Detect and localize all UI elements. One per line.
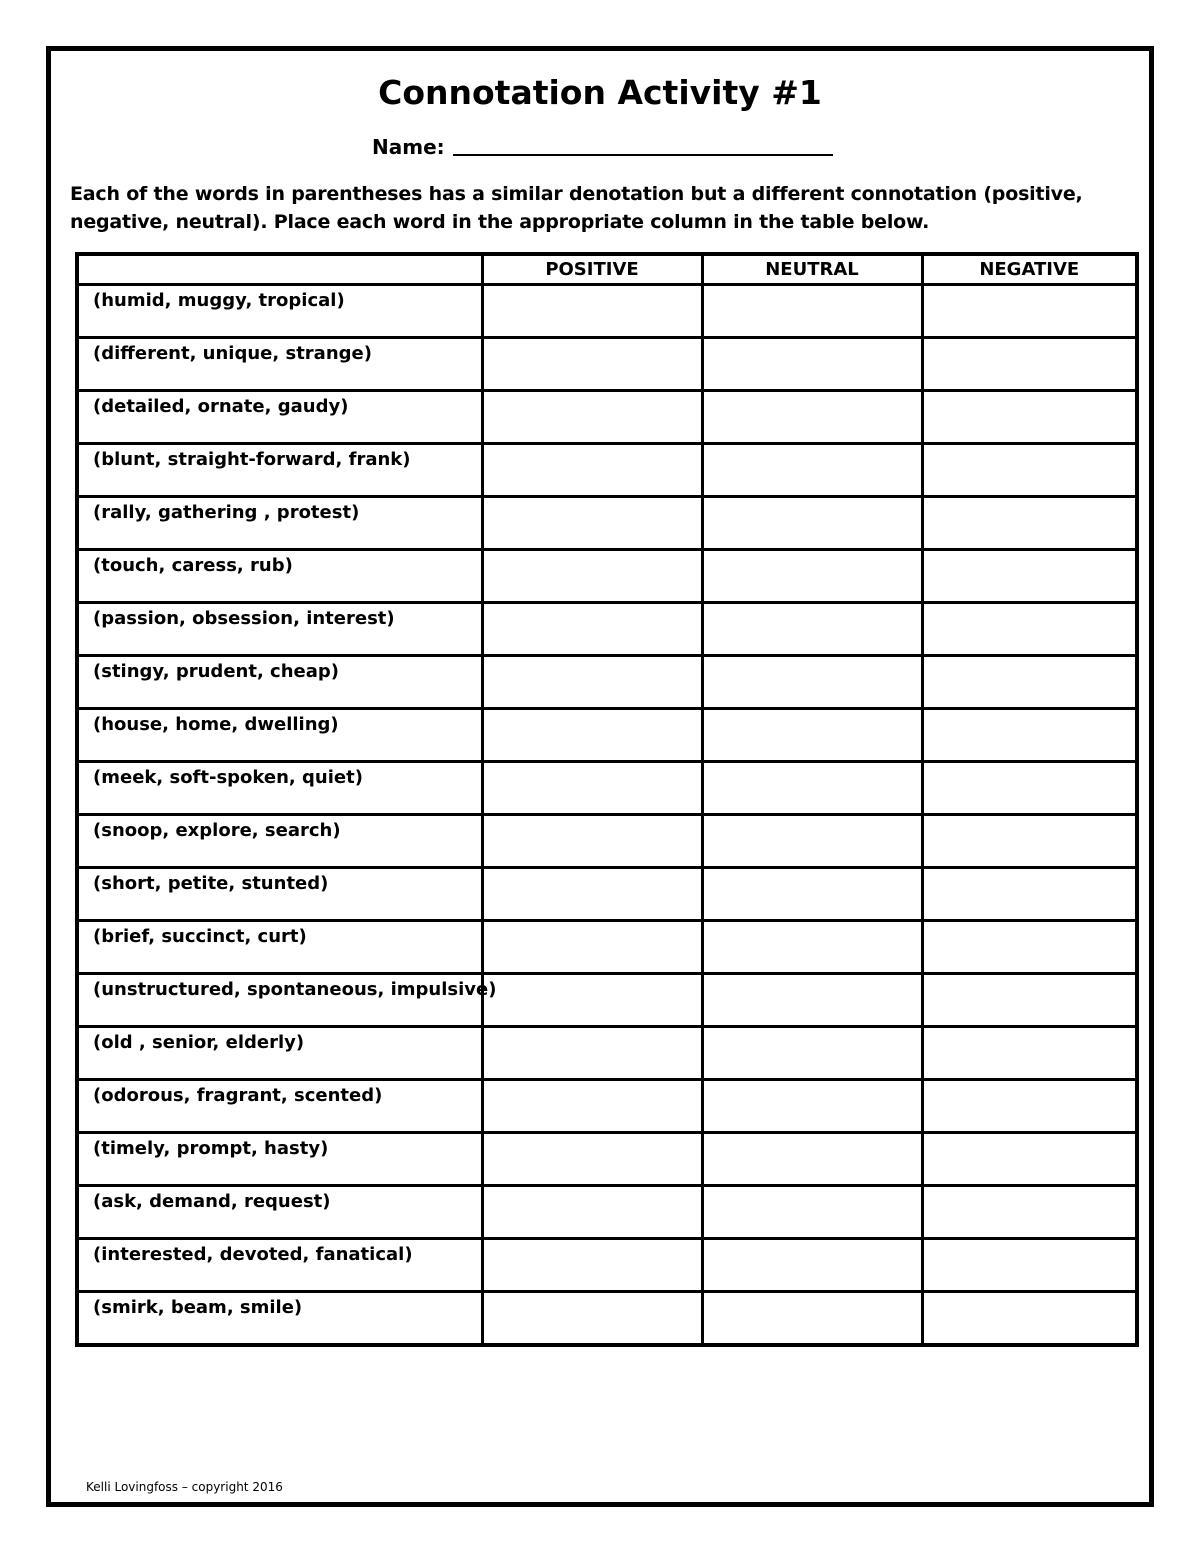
negative-answer-cell xyxy=(922,762,1137,815)
word-group-cell: (humid, muggy, tropical) xyxy=(77,285,482,338)
negative-answer-cell xyxy=(922,550,1137,603)
table-row xyxy=(77,497,1137,550)
positive-answer-cell xyxy=(482,656,702,709)
name-label: Name: xyxy=(372,135,445,159)
negative-answer-cell xyxy=(922,1027,1137,1080)
negative-answer-cell xyxy=(922,603,1137,656)
word-group-cell: (timely, prompt, hasty) xyxy=(77,1133,482,1186)
positive-answer-cell xyxy=(482,603,702,656)
table-row xyxy=(77,1239,1137,1292)
neutral-answer-cell xyxy=(702,1292,922,1346)
neutral-answer-cell xyxy=(702,1080,922,1133)
neutral-answer-cell xyxy=(702,762,922,815)
name-field xyxy=(372,134,833,160)
neutral-answer-cell xyxy=(702,444,922,497)
word-group-cell: (meek, soft-spoken, quiet) xyxy=(77,762,482,815)
table-row xyxy=(77,1186,1137,1239)
positive-answer-cell xyxy=(482,497,702,550)
word-group-cell: (odorous, fragrant, scented) xyxy=(77,1080,482,1133)
neutral-answer-cell xyxy=(702,815,922,868)
positive-answer-cell xyxy=(482,1186,702,1239)
instructions: Each of the words in parentheses has a similar denotation but a different connotation (positive, negative, neutral). Place each word in the appropriate column in the table below. xyxy=(70,183,1083,233)
positive-answer-cell xyxy=(482,709,702,762)
neutral-answer-cell xyxy=(702,603,922,656)
word-group-cell: (old , senior, elderly) xyxy=(77,1027,482,1080)
table-row xyxy=(77,1027,1137,1080)
negative-answer-cell xyxy=(922,1239,1137,1292)
negative-answer-cell xyxy=(922,868,1137,921)
neutral-answer-cell xyxy=(702,1133,922,1186)
neutral-answer-cell xyxy=(702,868,922,921)
table-row xyxy=(77,1292,1137,1346)
positive-answer-cell xyxy=(482,921,702,974)
neutral-answer-cell xyxy=(702,497,922,550)
word-group-cell: (rally, gathering , protest) xyxy=(77,497,482,550)
negative-answer-cell xyxy=(922,709,1137,762)
table-row xyxy=(77,444,1137,497)
table-row xyxy=(77,868,1137,921)
positive-answer-cell xyxy=(482,1080,702,1133)
worksheet-title: Connotation Activity #1 xyxy=(378,73,822,112)
word-group-cell: (detailed, ornate, gaudy) xyxy=(77,391,482,444)
header-words xyxy=(77,254,482,285)
word-group-cell: (short, petite, stunted) xyxy=(77,868,482,921)
neutral-answer-cell xyxy=(702,391,922,444)
word-group-cell: (touch, caress, rub) xyxy=(77,550,482,603)
name-blank-line xyxy=(453,154,833,156)
table-row xyxy=(77,815,1137,868)
neutral-answer-cell xyxy=(702,974,922,1027)
word-group-cell: (smirk, beam, smile) xyxy=(77,1292,482,1346)
word-group-cell: (different, unique, strange) xyxy=(77,338,482,391)
negative-answer-cell xyxy=(922,391,1137,444)
connotation-table xyxy=(75,252,1139,1347)
table-row xyxy=(77,762,1137,815)
word-group-cell: (passion, obsession, interest) xyxy=(77,603,482,656)
neutral-answer-cell xyxy=(702,709,922,762)
header-negative: NEGATIVE xyxy=(922,254,1137,285)
neutral-answer-cell xyxy=(702,1186,922,1239)
table-row xyxy=(77,974,1137,1027)
table-row xyxy=(77,391,1137,444)
positive-answer-cell xyxy=(482,444,702,497)
table-row xyxy=(77,921,1137,974)
header-neutral: NEUTRAL xyxy=(702,254,922,285)
neutral-answer-cell xyxy=(702,921,922,974)
word-group-cell: (ask, demand, request) xyxy=(77,1186,482,1239)
table-header-row xyxy=(77,254,1137,285)
positive-answer-cell xyxy=(482,868,702,921)
negative-answer-cell xyxy=(922,1133,1137,1186)
neutral-answer-cell xyxy=(702,285,922,338)
positive-answer-cell xyxy=(482,1133,702,1186)
word-group-cell: (stingy, prudent, cheap) xyxy=(77,656,482,709)
positive-answer-cell xyxy=(482,550,702,603)
negative-answer-cell xyxy=(922,1186,1137,1239)
word-group-cell: (unstructured, spontaneous, impulsive) xyxy=(77,974,482,1027)
word-group-cell: (interested, devoted, fanatical) xyxy=(77,1239,482,1292)
neutral-answer-cell xyxy=(702,338,922,391)
neutral-answer-cell xyxy=(702,1027,922,1080)
table-row xyxy=(77,550,1137,603)
table-row xyxy=(77,338,1137,391)
table-row xyxy=(77,709,1137,762)
word-group-cell: (house, home, dwelling) xyxy=(77,709,482,762)
negative-answer-cell xyxy=(922,497,1137,550)
neutral-answer-cell xyxy=(702,656,922,709)
word-group-cell: (blunt, straight-forward, frank) xyxy=(77,444,482,497)
positive-answer-cell xyxy=(482,1027,702,1080)
positive-answer-cell xyxy=(482,1239,702,1292)
word-group-cell: (snoop, explore, search) xyxy=(77,815,482,868)
positive-answer-cell xyxy=(482,762,702,815)
word-group-cell: (brief, succinct, curt) xyxy=(77,921,482,974)
table-row xyxy=(77,656,1137,709)
positive-answer-cell xyxy=(482,285,702,338)
negative-answer-cell xyxy=(922,656,1137,709)
negative-answer-cell xyxy=(922,921,1137,974)
positive-answer-cell xyxy=(482,974,702,1027)
copyright-footer: Kelli Lovingfoss – copyright 2016 xyxy=(86,1480,283,1494)
table-row xyxy=(77,603,1137,656)
positive-answer-cell xyxy=(482,391,702,444)
negative-answer-cell xyxy=(922,974,1137,1027)
table-body xyxy=(77,285,1137,1346)
negative-answer-cell xyxy=(922,444,1137,497)
positive-answer-cell xyxy=(482,338,702,391)
table-row xyxy=(77,1080,1137,1133)
negative-answer-cell xyxy=(922,285,1137,338)
negative-answer-cell xyxy=(922,815,1137,868)
negative-answer-cell xyxy=(922,1080,1137,1133)
neutral-answer-cell xyxy=(702,550,922,603)
table-row xyxy=(77,1133,1137,1186)
header-positive: POSITIVE xyxy=(482,254,702,285)
negative-answer-cell xyxy=(922,338,1137,391)
negative-answer-cell xyxy=(922,1292,1137,1346)
positive-answer-cell xyxy=(482,1292,702,1346)
neutral-answer-cell xyxy=(702,1239,922,1292)
table-row xyxy=(77,285,1137,338)
positive-answer-cell xyxy=(482,815,702,868)
